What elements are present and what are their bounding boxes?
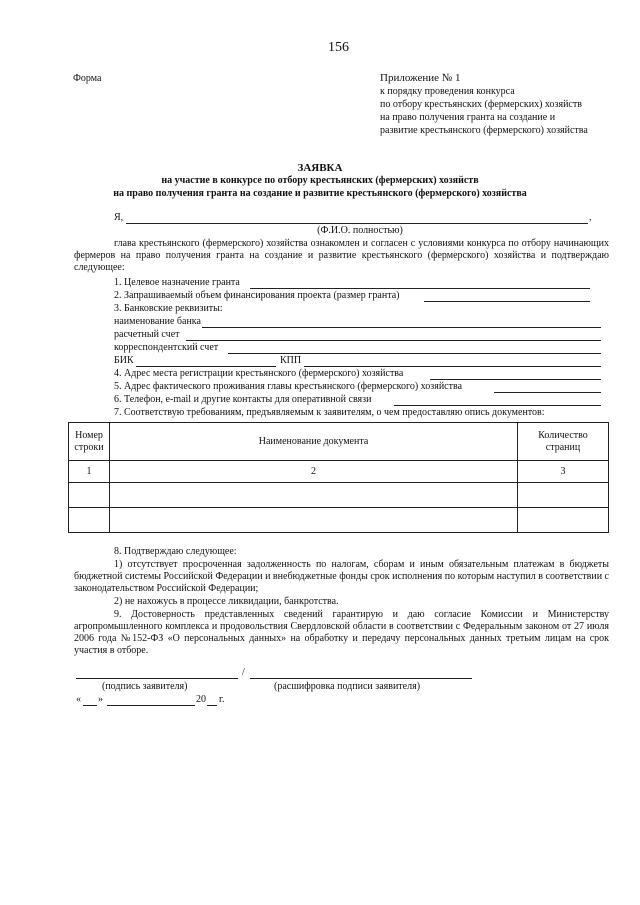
confirm-title: 8. Подтверждаю следующее: [114,546,237,557]
page-number: 156 [328,40,349,55]
consent-paragraph: 9. Достоверность представленных сведений гарантирую и даю согласие Комиссии и Министерству агропромышленного комплекса и продовольствия Свердловской области в соответствии с Федеральным законом от 27 июля 2006 года №152-ФЗ «О персональных данных» на обработку и передачу персональных данных третьим лицам на срок участия в отборе. [74,609,609,656]
table-numbering-row [69,461,609,483]
signature-slash: / [242,667,245,678]
appendix-title: Приложение № 1 [380,72,461,84]
appendix-line: на право получения гранта на создание и [380,112,556,123]
bank-name-label: наименование банка [114,316,201,327]
header-row-number: Номер строки [69,423,110,461]
account-field[interactable] [186,340,601,341]
signature-caption: (подпись заявителя) [102,681,188,692]
date-open-quote: « [76,694,81,705]
table-cell[interactable] [69,508,110,533]
applicant-name-field[interactable] [126,223,588,224]
bik-label: БИК [114,355,134,366]
signature-decode-field[interactable] [250,678,472,679]
document-subtitle-line1: на участие в конкурсе по отбору крестьянских (фермерских) хозяйств [161,175,479,186]
confirm-point-2: 2) не нахожусь в процессе ликвидации, банкротства. [114,596,339,607]
column-number-cell: 2 [110,461,518,483]
applicant-name-caption: (Ф.И.О. полностью) [317,225,403,236]
table-row [69,508,609,533]
table-cell[interactable] [518,508,609,533]
table-cell[interactable] [110,508,518,533]
applicant-prefix: Я, [114,212,124,223]
date-month-field[interactable] [107,705,195,706]
date-close-quote: » [98,694,103,705]
column-number-cell: 3 [518,461,609,483]
document-title: ЗАЯВКА [297,162,343,174]
table-cell[interactable] [518,483,609,508]
appendix-line: по отбору крестьянских (фермерских) хозяйств [380,99,582,110]
item-documents-label: 7. Соответствую требованиям, предъявляемым к заявителям, о чем предоставляю опись документов: [114,407,545,418]
kpp-field[interactable] [304,366,601,367]
header-document-name: Наименование документа [110,423,518,461]
appendix-line: к порядку проведения конкурса [380,86,515,97]
signature-decode-caption: (расшифровка подписи заявителя) [274,681,421,692]
date-year-prefix: 20 [196,694,206,705]
kpp-label: КПП [280,355,302,366]
header-pages-count: Количество страниц [518,423,609,461]
bik-field[interactable] [136,366,276,367]
table-header-row [69,423,609,461]
item-residence-address-label: 5. Адрес фактического проживания главы крестьянского (фермерского) хозяйства [114,381,463,392]
document-subtitle-line2: на право получения гранта на создание и развитие крестьянского (фермерского) хозяйства [113,188,527,199]
item-grant-amount-label: 2. Запрашиваемый объем финансирования проекта (размер гранта) [114,290,400,301]
column-number-cell: 1 [69,461,110,483]
corr-account-field[interactable] [228,353,601,354]
table-cell[interactable] [110,483,518,508]
contacts-field[interactable] [394,405,601,406]
item-contacts-label: 6. Телефон, e-mail и другие контакты для оперативной связи [114,394,372,405]
appendix-line: развитие крестьянского (фермерского) хозяйства [380,125,588,136]
table-row [69,483,609,508]
date-year-field[interactable] [207,705,217,706]
corr-account-label: корреспондентский счет [114,342,219,353]
grant-amount-field[interactable] [424,301,590,302]
bank-name-field[interactable] [202,327,601,328]
date-day-field[interactable] [83,705,97,706]
signature-field[interactable] [76,678,238,679]
item-bank-details-label: 3. Банковские реквизиты: [114,303,223,314]
form-label: Форма [73,73,102,84]
target-purpose-field[interactable] [250,288,590,289]
date-year-suffix: г. [219,694,225,705]
table-cell[interactable] [69,483,110,508]
documents-table [68,422,609,533]
applicant-comma: , [589,212,592,223]
account-label: расчетный счет [114,329,180,340]
residence-address-field[interactable] [494,392,601,393]
item-registration-address-label: 4. Адрес места регистрации крестьянского (фермерского) хозяйства [114,368,404,379]
registration-address-field[interactable] [430,379,601,380]
intro-paragraph: глава крестьянского (фермерского) хозяйства ознакомлен и согласен с условиями конкурса по отбору начинающих фермеров на право получения гранта на создание и развитие крестьянского (фермерского) хозяйства и подтверждаю следующее: [74,238,609,273]
item-target-purpose-label: 1. Целевое назначение гранта [114,277,240,288]
confirm-point-1: 1) отсутствует просроченная задолженность по налогам, сборам и иным обязательным платежам в бюджеты бюджетной системы Российской Федерации и внебюджетные фонды срок исполнения по которым наступил в соответствии с законодательством Российской Федерации; [74,559,609,594]
